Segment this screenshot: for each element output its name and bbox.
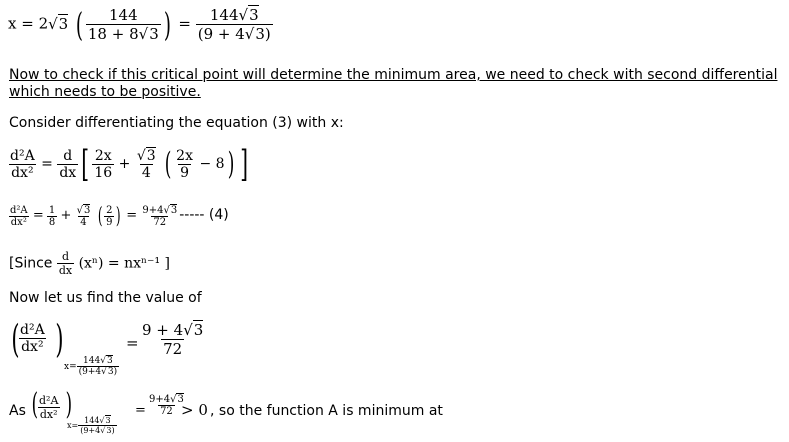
as-subscript: x= $\frac{144√3}{(9+4√3)}$ <box>67 416 115 435</box>
check-paragraph-line2: which needs to be positive. <box>9 84 201 100</box>
equation-second-derivative: $\frac{\text{d²A}}{\text{dx²}}$ = $\frac{d}{dx}$ [ $\frac{2x}{16}$ + $\frac{√3}{4}$ ( $\frac{2x}{9}$ − 8) ] <box>10 142 248 185</box>
term-2x-9: $\frac{2x}{9}$ <box>176 147 193 181</box>
d-dx-operator: $\frac{d}{dx}$ <box>59 147 77 181</box>
evaluation-subscript: x= $\frac{144√3}{(9+4√3)}$ <box>64 356 118 377</box>
close-paren: ) <box>163 5 171 44</box>
x-lhs: x = 2 <box>8 14 49 33</box>
open-paren: ( <box>75 5 83 44</box>
sqrt-symbol: √3 <box>48 14 69 33</box>
equals-sign: = <box>178 14 191 33</box>
as-conclusion: As ( $\frac{\text{d²A}}{\text{dx²}}$ ) x= $\frac{144√3}{(9+4√3)}$ = $\frac{9+4√3}{72}$ > 0 , so the function A is minimum at <box>9 387 443 435</box>
close-bracket: ] <box>239 142 248 185</box>
equation-number-4: ----- (4) <box>179 207 229 223</box>
open-bracket: [ <box>81 142 90 185</box>
rhs-fraction: $\frac{144√3}{(9 + 4√3)}$ <box>197 6 271 43</box>
equation-4: $\frac{\text{d²A}}{\text{dx²}}$ = $\frac{1}{8}$ + $\frac{√3}{4}$ ( $\frac{2}{9}$ ) = $\frac{9+4√3}{72}$ ----- (4) <box>10 203 229 229</box>
equation-x-value <box>8 6 273 43</box>
equation-value: ( $\frac{\text{d²A}}{\text{dx²}}$ ) x= $\frac{144√3}{(9+4√3)}$ = $\frac{9 + 4√3}{72}$ <box>11 317 204 377</box>
check-paragraph-line1: Now to check if this critical point will determine the minimum area, we need to check with second differential <box>9 67 778 83</box>
term-2x-16: $\frac{2x}{16}$ <box>94 147 113 181</box>
d2a-dx2-fraction: $\frac{\text{d²A}}{\text{dx²}}$ <box>10 147 35 181</box>
term-sqrt3-4: $\frac{√3}{4}$ <box>136 147 156 181</box>
since-rule: [Since $\frac{d}{dx}$ (xⁿ) = nxⁿ⁻¹ ] <box>9 250 170 277</box>
inner-fraction: $\frac{144}{18 + 8√3}$ <box>87 6 159 43</box>
consider-paragraph: Consider differentiating the equation (3) with x: <box>9 115 344 131</box>
find-paragraph: Now let us find the value of <box>9 290 202 306</box>
